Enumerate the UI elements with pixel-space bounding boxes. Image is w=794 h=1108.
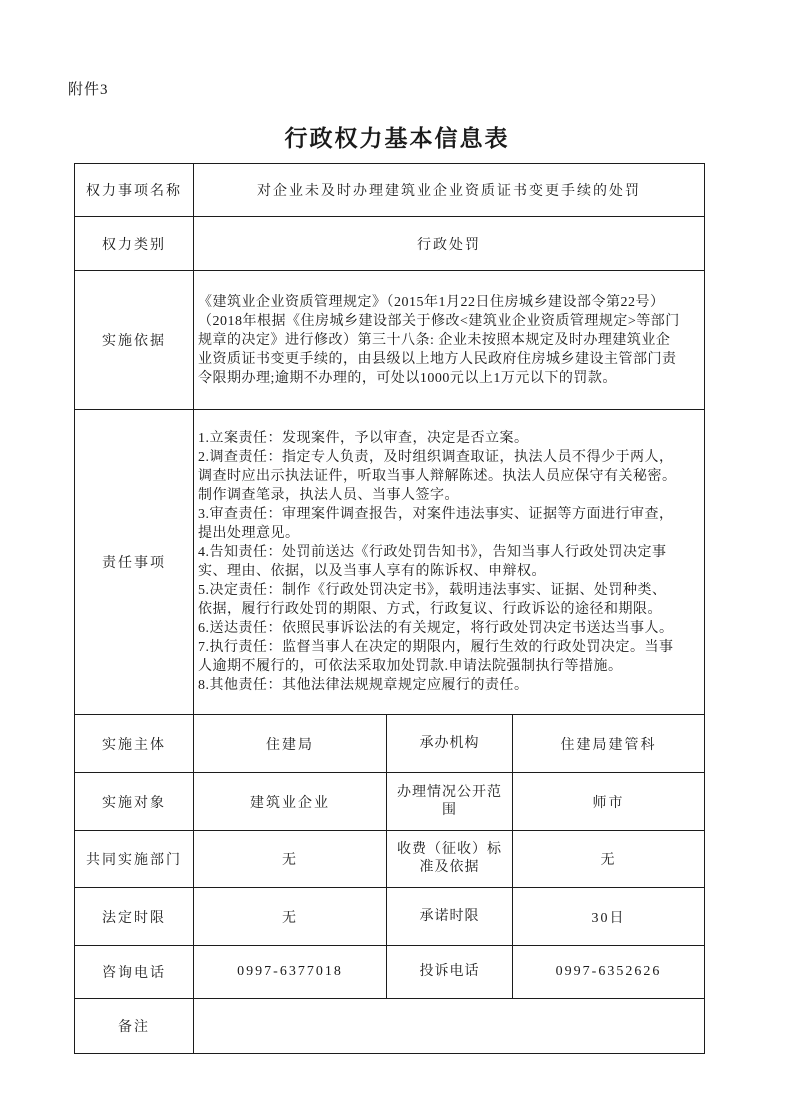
table-row-implementation-target xyxy=(75,773,705,831)
table-row-phones xyxy=(75,946,705,999)
row-label-consult-phone: 咨询电话 xyxy=(75,946,194,999)
table-row-implementation-basis xyxy=(75,271,705,410)
table-row-joint-departments xyxy=(75,831,705,888)
row-value-responsibility-items: 1.立案责任：发现案件，予以审查，决定是否立案。 2.调查责任：指定专人负责，及时组织调查取证，执法人员不得少于两人， 调查时应出示执法证件，听取当事人辩解陈述。执法人员应保守有关秘密。 制作调查笔录，执法人员、当事人签字。 3.审查责任：审理案件调查报告，对案件违法事实、证据等方面进行审查， 提出处理意见。 4.告知责任：处罚前送达《行政处罚告知书》，告知当事人行政处罚决定事 实、理由、依据，以及当事人享有的陈诉权、申辩权。 5.决定责任：制作《行政处罚决定书》，载明违法事实、证据、处罚种类、 依据，履行行政处罚的期限、方式，行政复议、行政诉讼的途径和期限。 6.送达责任：依照民事诉讼法的有关规定，将行政处罚决定书送达当事人。 7.执行责任：监督当事人在决定的期限内，履行生效的行政处罚决定。当事 人逾期不履行的，可依法采取加处罚款.申请法院强制执行等措施。 8.其他责任：其他法律法规规章规定应履行的责任。 xyxy=(194,410,705,715)
row-label-disclosure-scope: 办理情况公开范围 xyxy=(387,773,513,831)
row-label-joint-departments: 共同实施部门 xyxy=(75,831,194,888)
row-label-implementing-body: 实施主体 xyxy=(75,715,194,773)
row-label-power-item-name: 权力事项名称 xyxy=(75,164,194,217)
row-value-implementation-target: 建筑业企业 xyxy=(194,773,387,831)
table-row-power-item-name xyxy=(75,164,705,217)
row-label-fee-standard: 收费（征收）标准及依据 xyxy=(387,831,513,888)
row-value-implementing-body: 住建局 xyxy=(194,715,387,773)
row-label-statutory-time-limit: 法定时限 xyxy=(75,888,194,946)
row-label-responsibility-items: 责任事项 xyxy=(75,410,194,715)
table-row-power-category xyxy=(75,217,705,271)
row-label-handling-agency: 承办机构 xyxy=(387,715,513,773)
row-value-handling-agency: 住建局建管科 xyxy=(513,715,705,773)
row-value-power-category: 行政处罚 xyxy=(194,217,705,271)
row-label-remark: 备注 xyxy=(75,999,194,1054)
row-value-complaint-phone: 0997-6352626 xyxy=(513,946,705,999)
row-value-remark xyxy=(194,999,705,1054)
page-title: 行政权力基本信息表 xyxy=(284,126,510,151)
table-row-implementing-body xyxy=(75,715,705,773)
table-row-responsibility-items xyxy=(75,410,705,715)
row-value-fee-standard: 无 xyxy=(513,831,705,888)
row-value-consult-phone: 0997-6377018 xyxy=(194,946,387,999)
table-row-statutory-time-limit xyxy=(75,888,705,946)
attachment-label: 附件3 xyxy=(68,82,109,98)
row-label-implementation-basis: 实施依据 xyxy=(75,271,194,410)
row-value-statutory-time-limit: 无 xyxy=(194,888,387,946)
row-label-promised-time-limit: 承诺时限 xyxy=(387,888,513,946)
row-value-implementation-basis: 《建筑业企业资质管理规定》（2015年1月22日住房城乡建设部令第22号） （2018年根据《住房城乡建设部关于修改<建筑业企业资质管理规定>等部门 规章的决定》进行修改）第三十八条: 企业未按照本规定及时办理建筑业企 业资质证书变更手续的，由县级以上地方人民政府住房城乡建设主管部门责 令限期办理;逾期不办理的，可处以1000元以上1万元以下的罚款。 xyxy=(194,271,705,410)
row-label-power-category: 权力类别 xyxy=(75,217,194,271)
row-label-implementation-target: 实施对象 xyxy=(75,773,194,831)
row-value-disclosure-scope: 师市 xyxy=(513,773,705,831)
table-row-remark xyxy=(75,999,705,1054)
row-value-promised-time-limit: 30日 xyxy=(513,888,705,946)
row-label-complaint-phone: 投诉电话 xyxy=(387,946,513,999)
row-value-power-item-name: 对企业未及时办理建筑业企业资质证书变更手续的处罚 xyxy=(194,164,705,217)
info-table xyxy=(74,163,705,1054)
row-value-joint-departments: 无 xyxy=(194,831,387,888)
